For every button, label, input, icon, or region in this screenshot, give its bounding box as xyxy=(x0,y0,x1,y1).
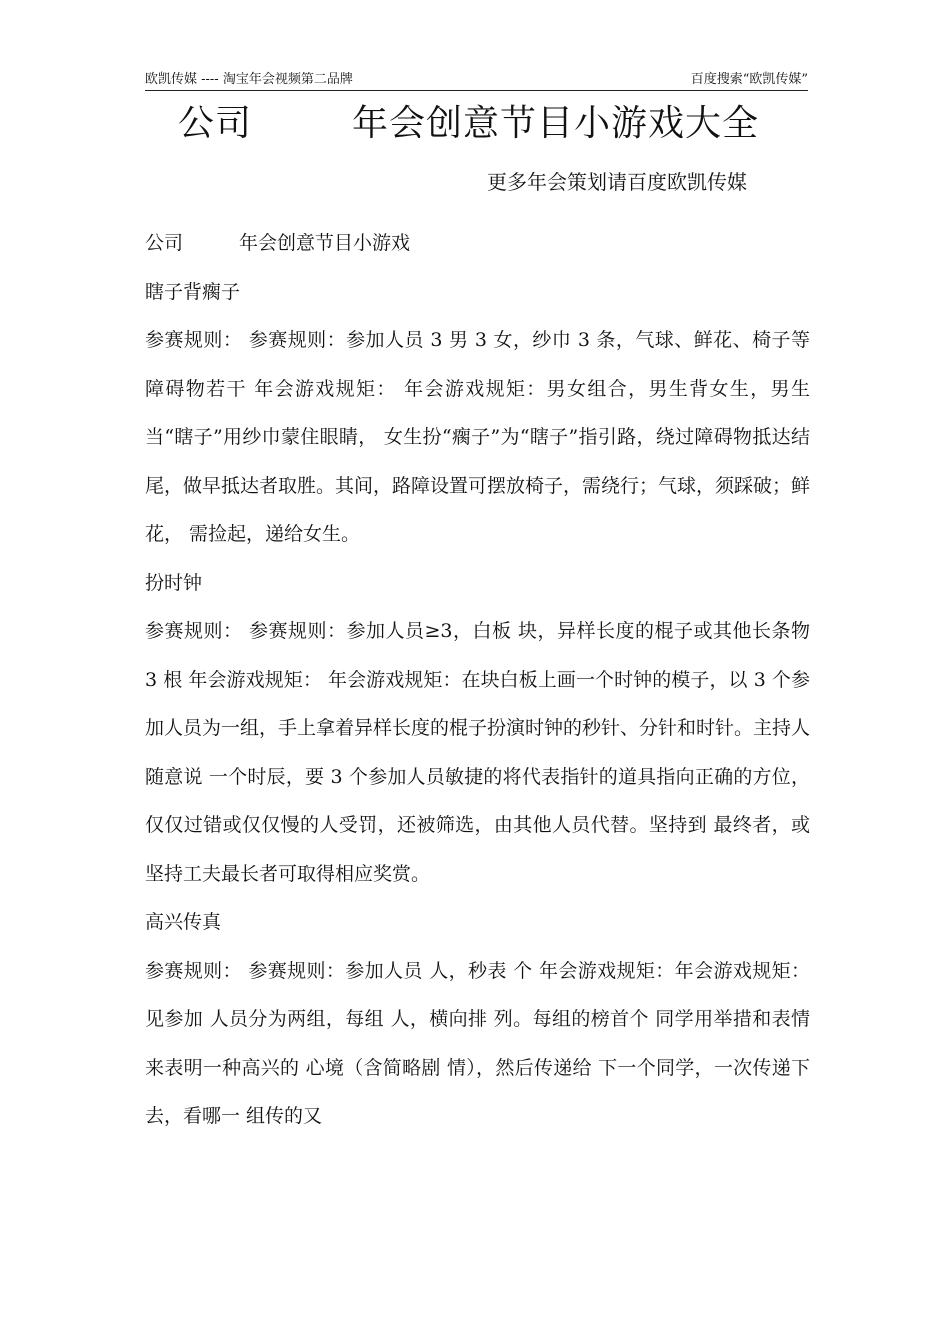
title-part-2: 年会创意节目小游戏大全 xyxy=(352,103,760,144)
header-left-text: 欧凯传媒 ---- 淘宝年会视频第二品牌 xyxy=(145,72,353,87)
section-body: 参赛规则： 参赛规则：参加人员≥3，白板 块，异样长度的棍子或其他长条物 3 根 年会游戏规矩： 年会游戏规矩：在块白板上画一个时钟的模子，以 3 个参加人员为一组，手上拿着异样长度的棍子扮演时钟的秒针、分针和时针。主持人随意说 一个时辰，要 3 个参加人员敏捷的将代表指针的道具指向正确的方位，仅仅过错或仅仅慢的人受罚，还被筛选，由其他人员代替。坚持到 最终者，或坚持工夫最长者可取得相应奖赏。 xyxy=(145,620,811,885)
document-title xyxy=(178,100,759,148)
page-header xyxy=(145,70,808,91)
section-heading: 扮时钟 xyxy=(145,571,203,594)
section-heading: 瞎子背瘸子 xyxy=(145,280,241,303)
section-heading: 高兴传真 xyxy=(145,911,222,933)
document-body xyxy=(145,219,810,1141)
section-body: 参赛规则： 参赛规则：参加人员 人，秒表 个 年会游戏规矩：年会游戏规矩：见参加 人员分为两组，每组 人，横向排 列。每组的榜首个 同学用举措和表情 来表明一种高兴的 心境（含简略剧 情），然后传递给 下一个同学，一次传递下去，看哪一 组传的又 xyxy=(145,959,810,1127)
header-right-text: 百度搜索“欧凯传媒” xyxy=(690,72,808,87)
section-body: 参赛规则： 参赛规则：参加人员 3 男 3 女，纱巾 3 条，气球、鲜花、椅子等障碍物若干 年会游戏规矩： 年会游戏规矩：男女组合，男生背女生，男生当“瞎子”用纱巾蒙住眼睛， 女生扮“瘸子”为“瞎子”指引路，绕过障碍物抵达结尾，做早抵达者取胜。其间，路障设置可摆放椅子，需绕行；气球，须踩破；鲜花， 需捡起，递给女生。 xyxy=(145,329,811,545)
intro-part-1: 公司 xyxy=(145,232,184,254)
document-subtitle: 更多年会策划请百度欧凯传媒 xyxy=(487,170,747,194)
intro-line xyxy=(145,219,810,268)
title-part-1: 公司 xyxy=(178,103,253,144)
intro-part-2: 年会创意节目小游戏 xyxy=(239,232,411,254)
